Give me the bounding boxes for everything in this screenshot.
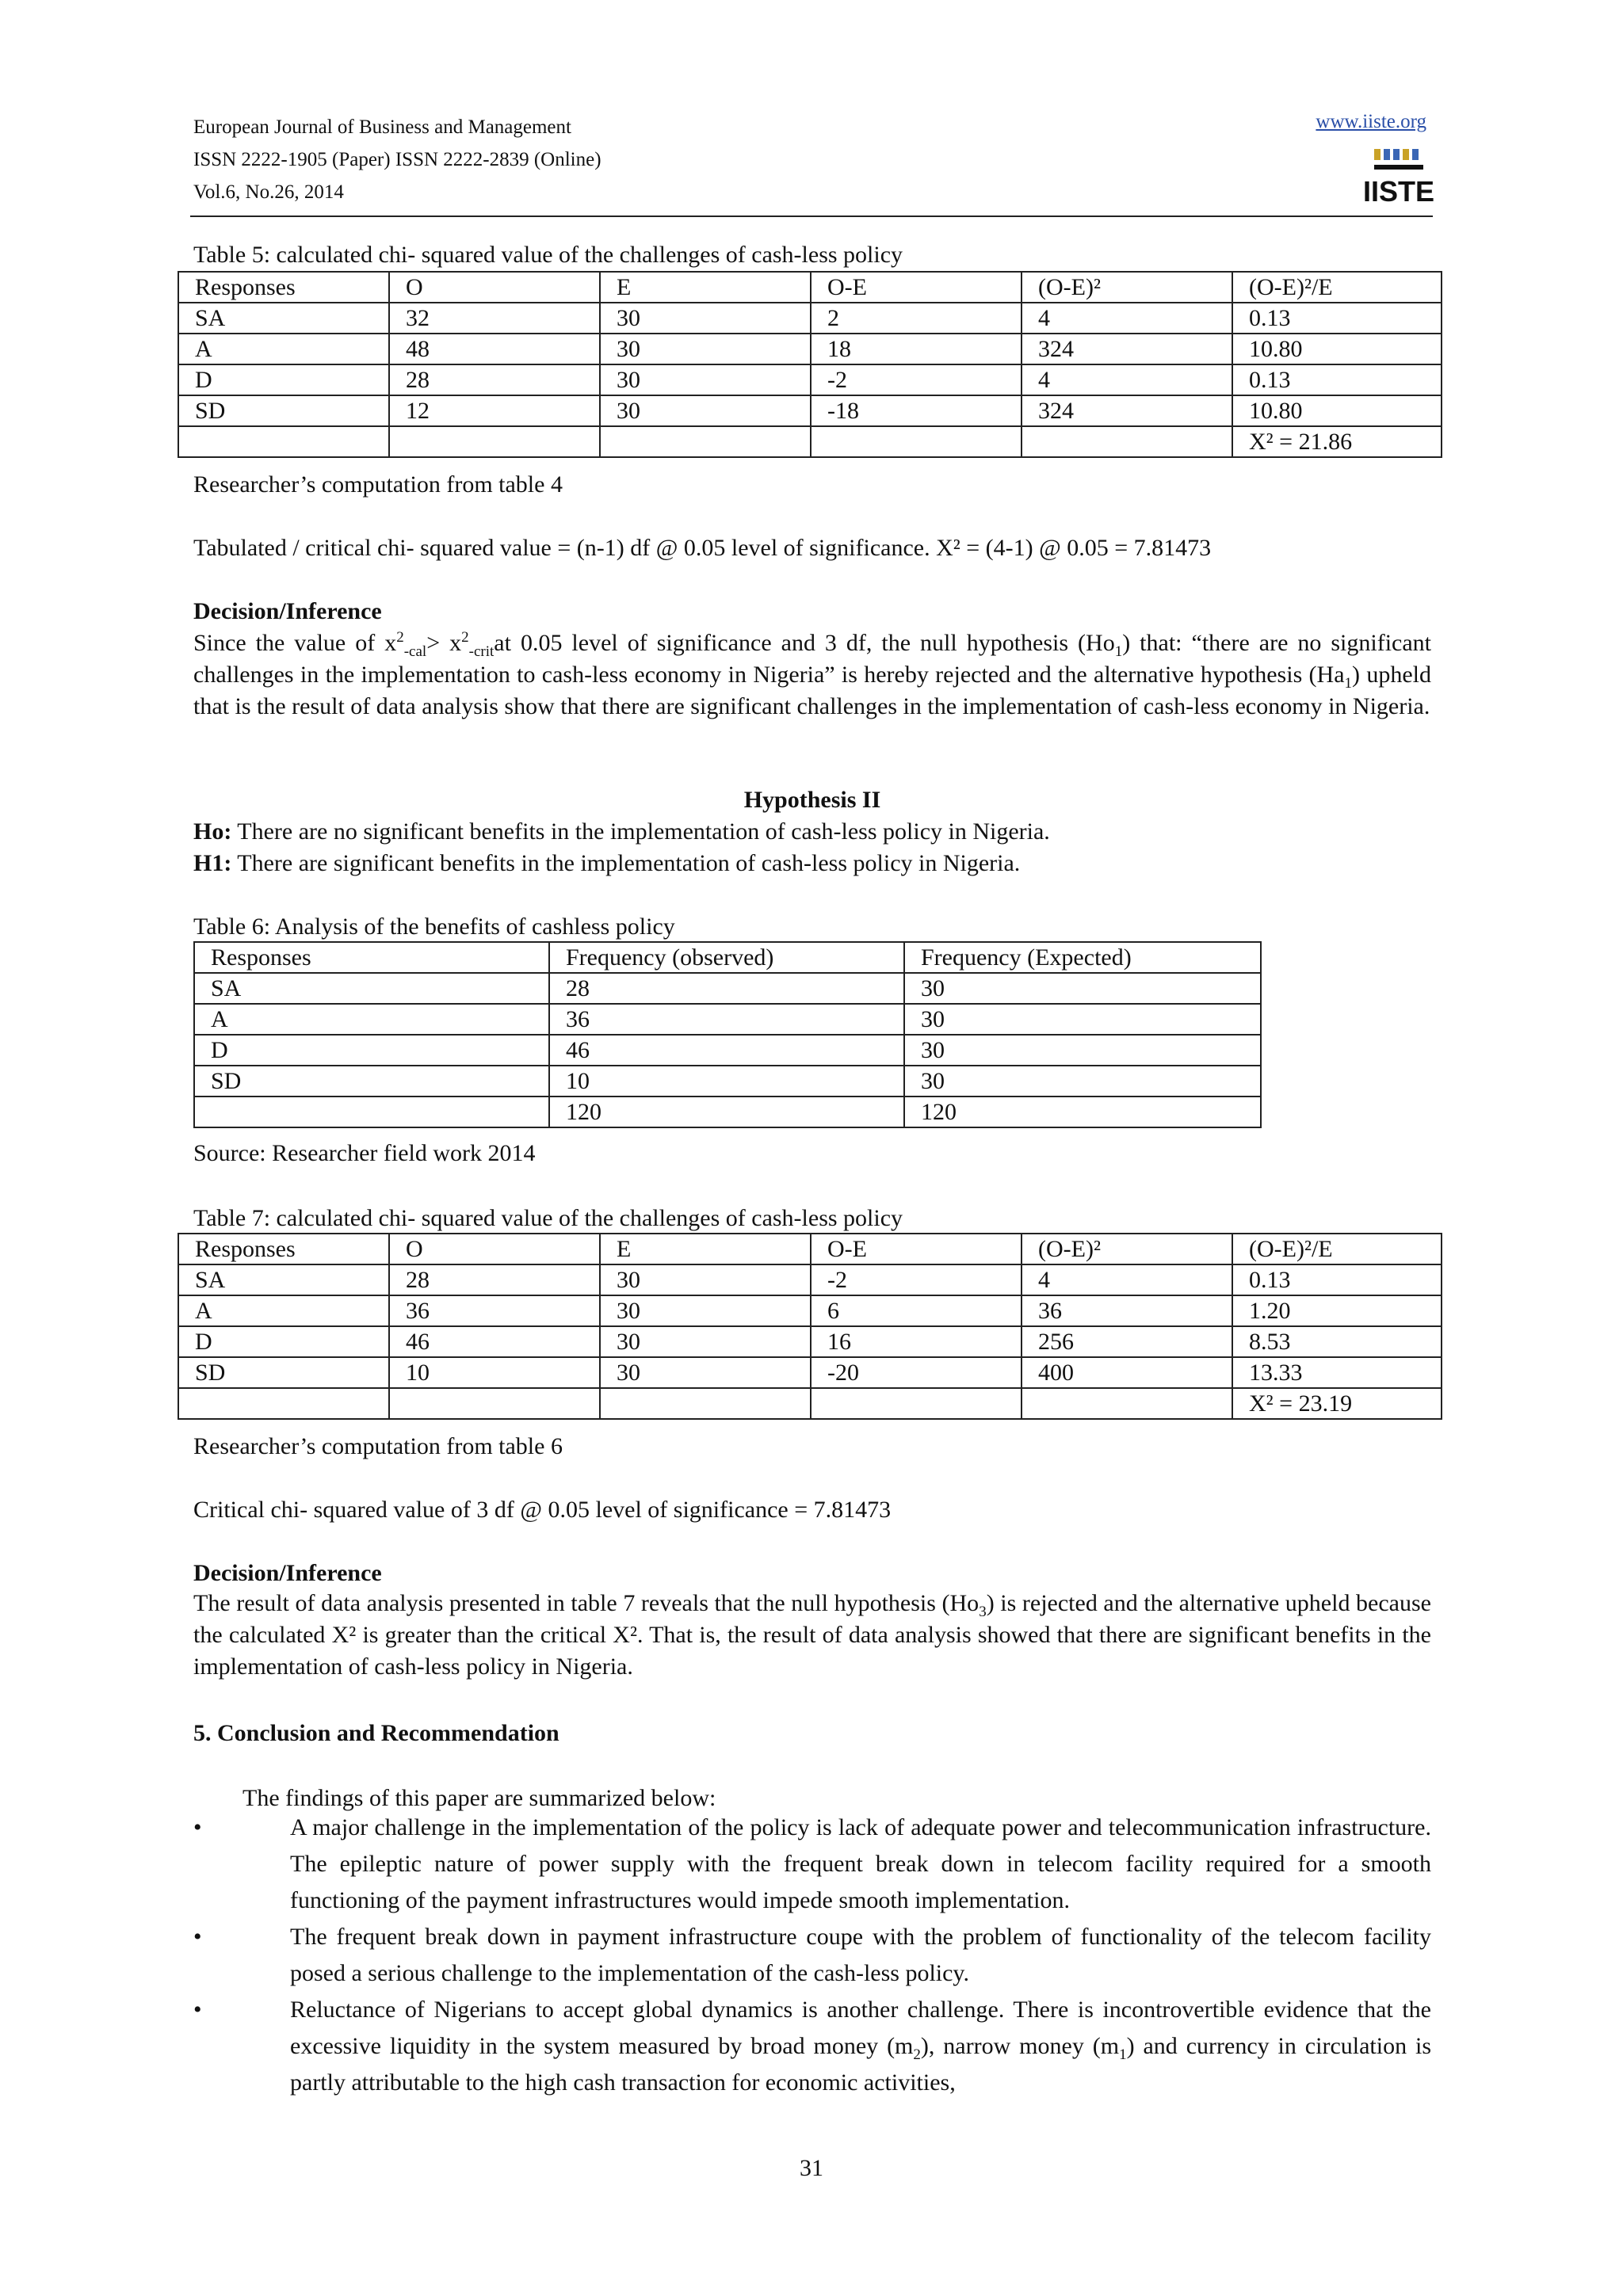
table-cell: 4 — [1022, 1264, 1232, 1295]
table-row — [194, 1066, 1261, 1097]
bullet-icon: • — [193, 1924, 202, 1950]
table-cell: 28 — [389, 364, 600, 395]
list-item — [193, 1992, 1431, 2101]
table-cell — [389, 1388, 600, 1419]
decision1-paragraph — [193, 627, 1431, 723]
text-run: Since the value of x — [193, 630, 397, 656]
table-cell: Responses — [178, 272, 389, 303]
h1-text: There are significant benefits in the implementation of cash-less policy in Nigeria. — [231, 850, 1021, 876]
website-link[interactable]: www.iiste.org — [1316, 111, 1426, 132]
table-cell: A — [178, 1295, 389, 1326]
table-cell: 18 — [811, 334, 1022, 364]
findings-list — [193, 1810, 1431, 2101]
table-row — [178, 334, 1442, 364]
decision2-title: Decision/Inference — [193, 1560, 382, 1586]
subscript: 1 — [1114, 643, 1123, 660]
table-header-row — [178, 1234, 1442, 1264]
bullet-icon: • — [193, 1997, 202, 2023]
table5 — [178, 271, 1442, 458]
table-cell: 8.53 — [1232, 1326, 1442, 1357]
table-cell: 10.80 — [1232, 395, 1442, 426]
table-cell: SA — [194, 973, 549, 1004]
journal-header — [193, 111, 601, 208]
table-cell — [600, 426, 811, 457]
subscript: -cal — [403, 643, 427, 660]
table7-body — [178, 1234, 1442, 1419]
subscript: 2 — [913, 2046, 921, 2063]
table-row — [178, 1388, 1442, 1419]
table-row — [194, 1097, 1261, 1127]
decision1-title: Decision/Inference — [193, 598, 382, 624]
table-cell: -20 — [811, 1357, 1022, 1388]
table7-caption: Table 7: calculated chi- squared value of the challenges of cash-less policy — [193, 1205, 903, 1231]
table-cell: 0.13 — [1232, 1264, 1442, 1295]
ho-label: Ho: — [193, 818, 232, 845]
journal-issn: ISSN 2222-1905 (Paper) ISSN 2222-2839 (Online) — [193, 149, 601, 170]
table-cell: 12 — [389, 395, 600, 426]
table-cell: 30 — [600, 1357, 811, 1388]
table-cell: Frequency (observed) — [549, 942, 904, 973]
table-cell: 4 — [1022, 303, 1232, 334]
superscript: 2 — [396, 629, 404, 646]
table-row — [178, 1357, 1442, 1388]
table-cell — [178, 1388, 389, 1419]
table-cell: -2 — [811, 1264, 1022, 1295]
subscript: 3 — [979, 1604, 987, 1620]
text-run: ) and currency in circulation is partly attributable to the high cash transaction for economic activities, — [290, 2033, 1431, 2096]
table-cell: 30 — [904, 1004, 1261, 1035]
table-cell: O — [389, 1234, 600, 1264]
table5-body — [178, 272, 1442, 457]
table-cell: X² = 21.86 — [1232, 426, 1442, 457]
table-cell: A — [194, 1004, 549, 1035]
decision2-paragraph — [193, 1588, 1431, 1683]
table-cell: 1.20 — [1232, 1295, 1442, 1326]
table-cell: 120 — [904, 1097, 1261, 1127]
table-cell: D — [178, 364, 389, 395]
h1-label: H1: — [193, 850, 232, 876]
table-cell: D — [194, 1035, 549, 1066]
table-row — [178, 1264, 1442, 1295]
table-row — [178, 1295, 1442, 1326]
table-cell: O — [389, 272, 600, 303]
table5-note: Researcher’s computation from table 4 — [193, 471, 563, 498]
text-run: The result of data analysis presented in table 7 reveals that the null hypothesis (Ho — [193, 1590, 980, 1616]
table7 — [178, 1233, 1442, 1420]
table-cell: 36 — [549, 1004, 904, 1035]
table-cell: 30 — [600, 364, 811, 395]
table-cell: SD — [178, 1357, 389, 1388]
table-cell: A — [178, 334, 389, 364]
table-cell: 30 — [600, 303, 811, 334]
hypothesis2-h1 — [193, 848, 1431, 879]
table-cell: 324 — [1022, 334, 1232, 364]
critical-value-2: Critical chi- squared value of 3 df @ 0.05 level of significance = 7.81473 — [193, 1497, 892, 1523]
table-cell: Responses — [178, 1234, 389, 1264]
table-cell — [1022, 1388, 1232, 1419]
table-cell: (O-E)² — [1022, 272, 1232, 303]
table-cell — [811, 426, 1022, 457]
table-cell: 30 — [904, 1035, 1261, 1066]
table6-caption: Table 6: Analysis of the benefits of cashless policy — [193, 913, 675, 940]
journal-volume: Vol.6, No.26, 2014 — [193, 181, 344, 203]
table-cell — [178, 426, 389, 457]
table-cell: E — [600, 1234, 811, 1264]
table-cell: -18 — [811, 395, 1022, 426]
table-cell — [194, 1097, 549, 1127]
iiste-logo-icon — [1362, 147, 1435, 208]
text-run: > x — [426, 630, 462, 656]
table-cell: 46 — [389, 1326, 600, 1357]
list-item — [193, 1919, 1431, 1992]
table-cell: 2 — [811, 303, 1022, 334]
hypothesis2-ho — [193, 816, 1431, 848]
table-cell: 120 — [549, 1097, 904, 1127]
superscript: 2 — [461, 629, 469, 646]
table-cell: 16 — [811, 1326, 1022, 1357]
table-cell: Frequency (Expected) — [904, 942, 1261, 973]
table-cell — [1022, 426, 1232, 457]
table-cell: 324 — [1022, 395, 1232, 426]
table-row — [178, 426, 1442, 457]
table-cell: 0.13 — [1232, 303, 1442, 334]
table-cell: 36 — [389, 1295, 600, 1326]
table-cell: 36 — [1022, 1295, 1232, 1326]
table-cell: 30 — [600, 1326, 811, 1357]
table6 — [193, 941, 1262, 1128]
table-cell: 13.33 — [1232, 1357, 1442, 1388]
table-cell: 10 — [389, 1357, 600, 1388]
table-cell: 28 — [549, 973, 904, 1004]
table-cell: 30 — [600, 1264, 811, 1295]
table-cell: 30 — [904, 1066, 1261, 1097]
table-cell — [811, 1388, 1022, 1419]
table-cell: 30 — [600, 1295, 811, 1326]
text-run: Reluctance of Nigerians to accept global dynamics is another challenge. There is incontrovertible evidence that the excessive liquidity in the system measured by broad money (m — [290, 1997, 1431, 2059]
table5-caption: Table 5: calculated chi- squared value of the challenges of cash-less policy — [193, 242, 903, 268]
table-header-row — [178, 272, 1442, 303]
table-cell: 30 — [600, 395, 811, 426]
table-cell: E — [600, 272, 811, 303]
table-cell: 48 — [389, 334, 600, 364]
table-cell: SA — [178, 303, 389, 334]
list-item-text: The frequent break down in payment infrastructure coupe with the problem of functionality of the telecom facility posed a serious challenge to the implementation of the cash-less policy. — [290, 1924, 1431, 1986]
table-cell: SD — [194, 1066, 549, 1097]
table-cell: D — [178, 1326, 389, 1357]
table-cell: 30 — [600, 334, 811, 364]
list-item-text: A major challenge in the implementation of the policy is lack of adequate power and telecommunication infrastructure. The epileptic nature of power supply with the frequent break down in telecom facility required for a smooth functioning of the payment infrastructures would impede smooth implementation. — [290, 1814, 1431, 1913]
table-cell: (O-E)²/E — [1232, 1234, 1442, 1264]
text-run: ) that: “there are no significant challenges in the implementation to cash-less economy in Nigeria” is hereby rejected and the alternative hypothesis (Ha — [193, 630, 1432, 688]
table-cell: 10.80 — [1232, 334, 1442, 364]
table-cell: (O-E)²/E — [1232, 272, 1442, 303]
table-row — [178, 395, 1442, 426]
text-run: ) upheld that is the result of data analysis show that there are significant challenges in the implementation of cash-less economy in Nigeria. — [193, 662, 1431, 719]
table-row — [194, 973, 1261, 1004]
section5-intro: The findings of this paper are summarized below: — [242, 1785, 716, 1811]
table-header-row — [194, 942, 1261, 973]
header-divider — [190, 215, 1433, 217]
table-row — [194, 1004, 1261, 1035]
logo-text: IISTE — [1362, 175, 1435, 208]
subscript: 1 — [1119, 2046, 1127, 2063]
subscript: -crit — [468, 643, 495, 660]
table-row — [178, 303, 1442, 334]
bullet-icon: • — [193, 1814, 202, 1840]
table-cell: O-E — [811, 1234, 1022, 1264]
table-row — [178, 1326, 1442, 1357]
table-cell: (O-E)² — [1022, 1234, 1232, 1264]
table-cell: O-E — [811, 272, 1022, 303]
table6-note: Source: Researcher field work 2014 — [193, 1140, 536, 1166]
table-cell: 30 — [904, 973, 1261, 1004]
table-row — [194, 1035, 1261, 1066]
table6-body — [194, 942, 1261, 1127]
text-run: ) is rejected and the alternative upheld because the calculated X² is greater than the critical X². That is, the result of data analysis showed that there are significant benefits in the implementation of cash-less policy in Nigeria. — [193, 1590, 1431, 1680]
table-cell: 10 — [549, 1066, 904, 1097]
journal-name: European Journal of Business and Management — [193, 116, 571, 138]
list-item — [193, 1810, 1431, 1919]
page-number: 31 — [800, 2155, 823, 2181]
table-cell: 6 — [811, 1295, 1022, 1326]
table-cell: Responses — [194, 942, 549, 973]
table-cell: 32 — [389, 303, 600, 334]
ho-text: There are no significant benefits in the implementation of cash-less policy in Nigeria. — [231, 818, 1050, 845]
table-cell — [600, 1388, 811, 1419]
table-cell: 4 — [1022, 364, 1232, 395]
critical-value-1: Tabulated / critical chi- squared value = (n-1) df @ 0.05 level of significance. X² = (4-1) @ 0.05 = 7.81473 — [193, 535, 1212, 561]
table-cell: -2 — [811, 364, 1022, 395]
text-run: ), narrow money (m — [920, 2033, 1120, 2059]
list-item-text — [290, 1997, 1431, 2096]
table-cell: 28 — [389, 1264, 600, 1295]
subscript: 1 — [1344, 675, 1353, 692]
table-cell: 400 — [1022, 1357, 1232, 1388]
section5-title: 5. Conclusion and Recommendation — [193, 1720, 559, 1746]
table-cell: 46 — [549, 1035, 904, 1066]
table-cell: SD — [178, 395, 389, 426]
table7-note: Researcher’s computation from table 6 — [193, 1433, 563, 1459]
table-cell: 0.13 — [1232, 364, 1442, 395]
hypothesis2-title: Hypothesis II — [743, 787, 881, 813]
table-cell — [389, 426, 600, 457]
table-cell: 256 — [1022, 1326, 1232, 1357]
text-run: at 0.05 level of significance and 3 df, the null hypothesis (Ho — [494, 630, 1115, 656]
table-row — [178, 364, 1442, 395]
table-cell: X² = 23.19 — [1232, 1388, 1442, 1419]
table-cell: SA — [178, 1264, 389, 1295]
